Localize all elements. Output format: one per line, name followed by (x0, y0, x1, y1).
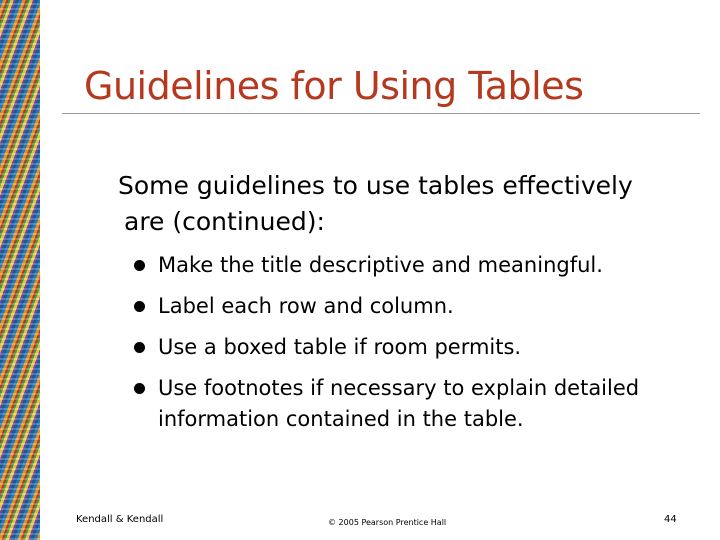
intro-line-2: are (continued): (124, 207, 325, 236)
footer-copyright: © 2005 Pearson Prentice Hall (328, 518, 447, 527)
title-divider (62, 113, 700, 114)
bullet-list (130, 250, 710, 435)
bullet-text: Use a boxed table if room permits. (158, 335, 522, 359)
slide-title: Guidelines for Using Tables (84, 64, 584, 108)
decorative-fabric-strip (0, 0, 40, 540)
bullet-item (130, 291, 710, 322)
bullet-item (130, 332, 710, 363)
intro-text (118, 168, 708, 240)
bullet-text: Label each row and column. (158, 294, 454, 318)
bullet-dot-icon (134, 383, 145, 394)
bullet-text: Make the title descriptive and meaningful. (158, 253, 603, 277)
bullet-dot-icon (134, 301, 145, 312)
footer-author: Kendall & Kendall (76, 514, 164, 525)
bullet-item (130, 373, 710, 435)
bullet-dot-icon (134, 260, 145, 271)
bullet-item (130, 250, 710, 281)
intro-line-1: Some guidelines to use tables effectively (118, 171, 633, 200)
footer-page-number: 44 (664, 514, 677, 525)
bullet-dot-icon (134, 342, 145, 353)
bullet-text: Use footnotes if necessary to explain detailed information contained in the table. (158, 376, 640, 431)
